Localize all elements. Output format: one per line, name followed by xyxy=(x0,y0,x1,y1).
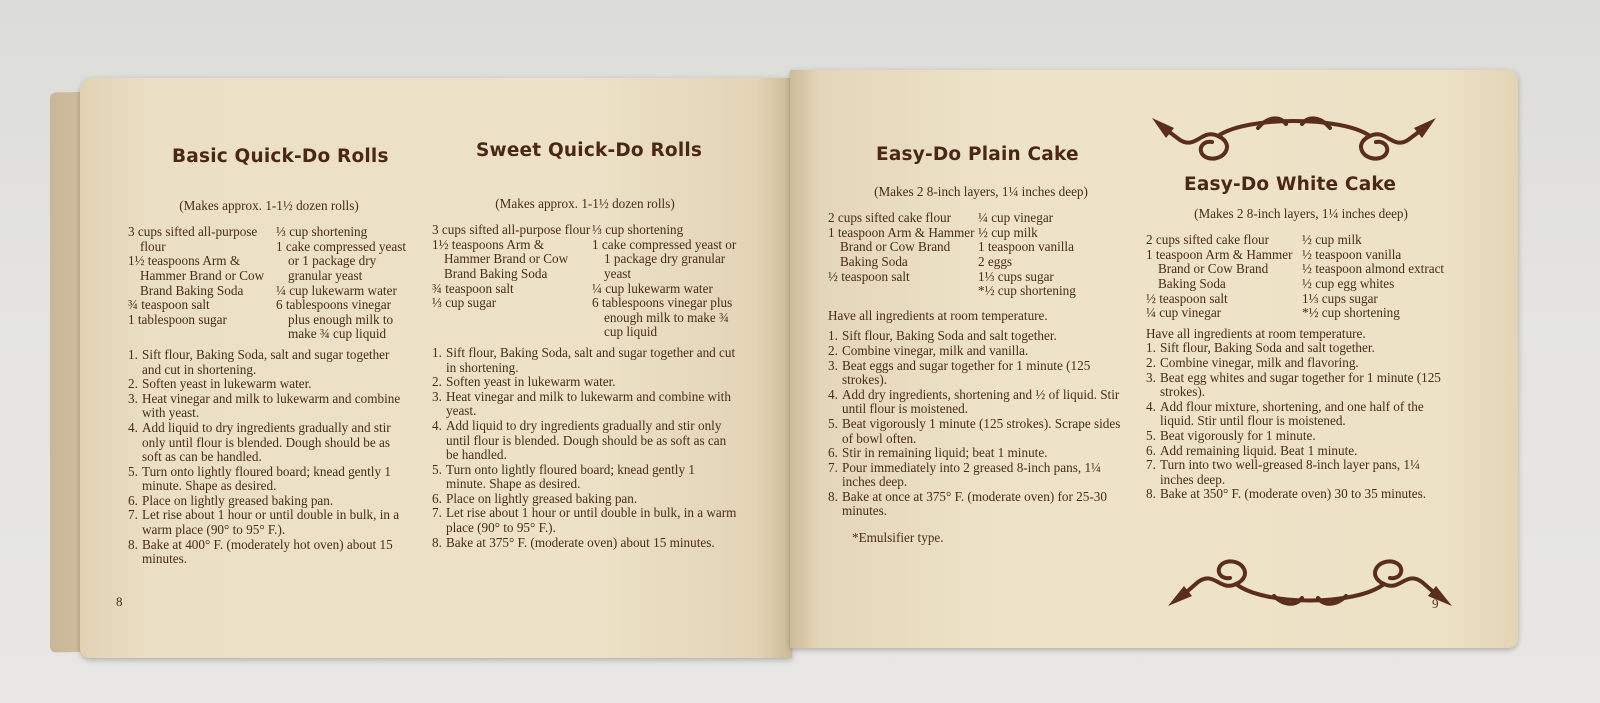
top-scroll-ornament xyxy=(1146,110,1442,174)
step: 2. Soften yeast in lukewarm water. xyxy=(128,376,312,392)
step: 6. Place on lightly greased baking pan. xyxy=(128,492,334,508)
ingredients xyxy=(432,223,738,340)
ingredient: ⅓ cup shortening xyxy=(276,224,368,240)
ingredients xyxy=(828,211,1134,299)
ingredient: ½ cup milk xyxy=(978,224,1038,240)
ingredients-left xyxy=(1146,233,1302,321)
ingredient: 1 cake compressed yeast or 1 package dry granular yeast xyxy=(276,238,406,283)
step: 6. Stir in remaining liquid; beat 1 minute. xyxy=(828,445,1048,461)
ingredient: ½ cup egg whites xyxy=(1302,275,1395,291)
ingredients-left xyxy=(432,223,592,340)
ingredient: ¾ teaspoon salt xyxy=(128,297,210,313)
page-number: 9 xyxy=(1432,596,1439,611)
ingredient: ¼ cup vinegar xyxy=(1146,305,1222,321)
step: 4. Add liquid to dry ingredients gradually and stir only until flour is blended. Dough should be as soft as can be handled. xyxy=(432,417,727,463)
ingredient: ¼ cup lukewarm water xyxy=(592,280,713,296)
ingredient: ⅓ cup shortening xyxy=(592,222,684,238)
ingredient: 1 tablespoon sugar xyxy=(128,311,227,327)
page-number: 8 xyxy=(116,594,123,609)
step: 4. Add dry ingredients, shortening and ½ of liquid. Stir until flour is moistened. xyxy=(828,386,1120,417)
step: 1. Sift flour, Baking Soda, salt and sugar together and cut in shortening. xyxy=(432,344,736,375)
step: 3. Heat vinegar and milk to lukewarm and combine with yeast. xyxy=(128,390,401,421)
step: 2. Soften yeast in lukewarm water. xyxy=(432,374,616,390)
ingredient: ⅓ cup sugar xyxy=(432,295,497,311)
ingredient: 1⅓ cups sugar xyxy=(978,268,1054,284)
ingredients-left xyxy=(828,211,978,299)
ingredient: ¾ teaspoon salt xyxy=(432,280,514,296)
recipe-yield: (Makes approx. 1-1½ dozen rolls) xyxy=(179,197,359,213)
recipe-note: Have all ingredients at room temperature. xyxy=(1146,325,1366,341)
recipe-steps xyxy=(128,348,410,567)
ingredient: *½ cup shortening xyxy=(978,283,1076,299)
recipe-steps xyxy=(432,346,738,550)
ingredient: 1 cake compressed yeast or 1 package dry granular yeast xyxy=(592,236,737,281)
ingredient: 3 cups sifted all-purpose flour xyxy=(432,222,591,238)
recipe-steps xyxy=(1146,341,1456,502)
recipe-basic-quick-do-rolls xyxy=(128,146,410,567)
recipe-title: Basic Quick-Do Rolls xyxy=(172,146,389,167)
step: 1. Sift flour, Baking Soda, salt and sugar together and cut in shortening. xyxy=(128,346,390,377)
recipe-easy-do-white-cake xyxy=(1146,174,1456,502)
ingredient: ½ teaspoon almond extract xyxy=(1302,261,1445,277)
right-page xyxy=(790,70,1518,648)
ingredient: 6 tablespoons vinegar plus enough milk to make ¾ cup liquid xyxy=(276,297,394,342)
ingredient: 6 tablespoons vinegar plus enough milk to make ¾ cup liquid xyxy=(592,295,733,340)
recipe-easy-do-plain-cake xyxy=(828,144,1134,546)
ingredient: 3 cups sifted all-purpose flour xyxy=(128,224,258,254)
ingredients xyxy=(128,225,410,342)
recipe-yield: (Makes approx. 1-1½ dozen rolls) xyxy=(495,195,675,211)
ingredient: ½ teaspoon salt xyxy=(828,268,910,284)
step: 6. Add remaining liquid. Beat 1 minute. xyxy=(1146,442,1358,458)
step: 5. Beat vigorously for 1 minute. xyxy=(1146,427,1316,443)
step: 8. Bake at once at 375° F. (moderate oven) for 25-30 minutes. xyxy=(828,488,1107,519)
recipe-yield: (Makes 2 8-inch layers, 1¼ inches deep) xyxy=(874,183,1088,199)
recipe-note: Have all ingredients at room temperature. xyxy=(828,307,1048,323)
step: 5. Turn onto lightly floured board; knead gently 1 minute. Shape as desired. xyxy=(128,463,391,494)
step: 2. Combine vinegar, milk and flavoring. xyxy=(1146,354,1359,370)
recipe-steps xyxy=(828,329,1134,519)
ingredients-right xyxy=(276,225,410,342)
step: 5. Beat vigorously 1 minute (125 strokes). Scrape sides of bowl often. xyxy=(828,415,1121,446)
ingredients-right xyxy=(978,211,1128,299)
ingredients-right xyxy=(1302,233,1456,321)
ingredients-left xyxy=(128,225,276,342)
ingredient: 1 teaspoon Arm & Hammer Brand or Cow Brand Baking Soda xyxy=(1146,246,1293,291)
step: 7. Pour immediately into 2 greased 8-inch pans, 1¼ inches deep. xyxy=(828,459,1101,490)
bottom-scroll-ornament xyxy=(1160,540,1460,614)
ingredient: 1 teaspoon vanilla xyxy=(978,239,1074,255)
ingredient: 2 cups sifted cake flour xyxy=(828,210,952,226)
ingredient: 1½ teaspoons Arm & Hammer Brand or Cow Brand Baking Soda xyxy=(432,236,569,281)
recipe-title: Sweet Quick-Do Rolls xyxy=(476,140,703,161)
step: 4. Add liquid to dry ingredients gradually and stir only until flour is blended. Dough should be as soft as can be handled. xyxy=(128,419,391,465)
ingredient: ½ teaspoon salt xyxy=(1146,290,1228,306)
step: 3. Beat eggs and sugar together for 1 minute (125 strokes). xyxy=(828,357,1091,388)
ingredient: 1½ teaspoons Arm & Hammer Brand or Cow Brand Baking Soda xyxy=(128,253,265,298)
step: 3. Heat vinegar and milk to lukewarm and combine with yeast. xyxy=(432,388,731,419)
step: 6. Place on lightly greased baking pan. xyxy=(432,490,638,506)
step: 1. Sift flour, Baking Soda and salt together. xyxy=(828,328,1057,344)
ingredients-right xyxy=(592,223,738,340)
step: 7. Turn into two well-greased 8-inch layer pans, 1¼ inches deep. xyxy=(1146,457,1420,487)
recipe-title: Easy-Do Plain Cake xyxy=(876,144,1079,165)
recipe-title: Easy-Do White Cake xyxy=(1184,174,1397,195)
ingredient: 2 eggs xyxy=(978,253,1013,269)
step: 7. Let rise about 1 hour or until double in bulk, in a warm place (90° to 95° F.). xyxy=(128,507,400,538)
ingredient: 2 cups sifted cake flour xyxy=(1146,232,1270,248)
step: 8. Bake at 350° F. (moderate oven) 30 to 35 minutes. xyxy=(1146,486,1427,502)
step: 8. Bake at 375° F. (moderate oven) about 15 minutes. xyxy=(432,534,715,550)
ingredient: ¼ cup lukewarm water xyxy=(276,282,397,298)
ingredient: 1⅓ cups sugar xyxy=(1302,290,1378,306)
step: 3. Beat egg whites and sugar together for 1 minute (125 strokes). xyxy=(1146,369,1441,400)
recipe-sweet-quick-do-rolls xyxy=(432,140,738,550)
step: 4. Add flour mixture, shortening, and one half of the liquid. Stir until flour is moistened. xyxy=(1146,398,1424,429)
step: 2. Combine vinegar, milk and vanilla. xyxy=(828,342,1029,358)
ingredient: *½ cup shortening xyxy=(1302,305,1400,321)
footnote: *Emulsifier type. xyxy=(852,530,944,546)
step: 1. Sift flour, Baking Soda and salt together. xyxy=(1146,340,1375,356)
recipe-yield: (Makes 2 8-inch layers, 1¼ inches deep) xyxy=(1194,205,1408,221)
step: 8. Bake at 400° F. (moderately hot oven) about 15 minutes. xyxy=(128,536,393,567)
step: 7. Let rise about 1 hour or until double in bulk, in a warm place (90° to 95° F.). xyxy=(432,505,737,536)
ingredient: 1 teaspoon Arm & Hammer Brand or Cow Brand Baking Soda xyxy=(828,224,975,269)
ingredient: ½ teaspoon vanilla xyxy=(1302,246,1402,262)
step: 5. Turn onto lightly floured board; knead gently 1 minute. Shape as desired. xyxy=(432,461,695,492)
left-page xyxy=(80,78,792,658)
ingredient: ¼ cup vinegar xyxy=(978,210,1054,226)
ingredients xyxy=(1146,233,1456,321)
ingredient: ½ cup milk xyxy=(1302,232,1362,248)
